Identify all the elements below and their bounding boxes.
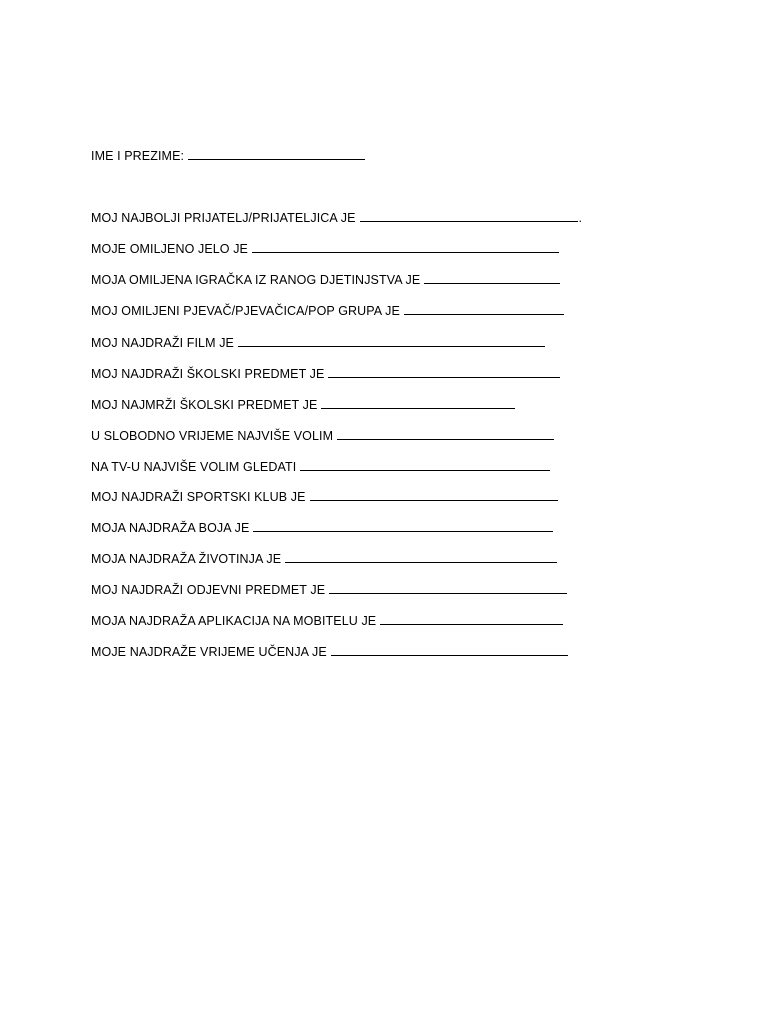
question-row [91,551,557,567]
question-label: MOJE NAJDRAŽE VRIJEME UČENJA JE [91,645,327,659]
question-label: MOJ NAJDRAŽI FILM JE [91,336,234,350]
question-label: MOJ NAJDRAŽI ŠKOLSKI PREDMET JE [91,367,325,381]
answer-blank[interactable] [329,582,567,594]
name-row [91,148,365,164]
question-row [91,582,567,598]
question-label: MOJE OMILJENO JELO JE [91,242,248,256]
question-row [91,613,563,629]
question-row [91,644,568,660]
question-row [91,459,550,475]
name-blank[interactable] [188,148,365,160]
question-row [91,272,560,288]
question-label: MOJ NAJDRAŽI ODJEVNI PREDMET JE [91,583,326,597]
question-row [91,303,564,319]
question-row [91,210,582,226]
name-label: IME I PREZIME: [91,149,185,163]
answer-blank[interactable] [253,520,553,532]
question-row [91,335,545,351]
answer-blank[interactable] [360,210,578,222]
answer-blank[interactable] [424,272,560,284]
question-label: MOJA NAJDRAŽA BOJA JE [91,521,250,535]
question-suffix: . [578,211,583,225]
question-label: U SLOBODNO VRIJEME NAJVIŠE VOLIM [91,429,334,443]
question-row [91,428,554,444]
question-row [91,397,515,413]
question-label: MOJA NAJDRAŽA APLIKACIJA NA MOBITELU JE [91,614,377,628]
question-label: MOJ OMILJENI PJEVAČ/PJEVAČICA/POP GRUPA JE [91,304,400,318]
answer-blank[interactable] [380,613,563,625]
question-row [91,520,553,536]
answer-blank[interactable] [404,303,564,315]
question-label: MOJA OMILJENA IGRAČKA IZ RANOG DJETINJSTVA JE [91,273,421,287]
answer-blank[interactable] [300,459,550,471]
answer-blank[interactable] [321,397,515,409]
answer-blank[interactable] [331,644,568,656]
answer-blank[interactable] [285,551,557,563]
question-row [91,489,558,505]
answer-blank[interactable] [328,366,560,378]
question-row [91,366,560,382]
answer-blank[interactable] [238,335,545,347]
answer-blank[interactable] [337,428,554,440]
question-label: MOJ NAJBOLJI PRIJATELJ/PRIJATELJICA JE [91,211,356,225]
question-label: MOJA NAJDRAŽA ŽIVOTINJA JE [91,552,282,566]
answer-blank[interactable] [252,241,559,253]
answer-blank[interactable] [310,489,558,501]
question-row [91,241,559,257]
question-label: MOJ NAJDRAŽI SPORTSKI KLUB JE [91,490,306,504]
question-label: MOJ NAJMRŽI ŠKOLSKI PREDMET JE [91,398,318,412]
question-label: NA TV-U NAJVIŠE VOLIM GLEDATI [91,460,297,474]
